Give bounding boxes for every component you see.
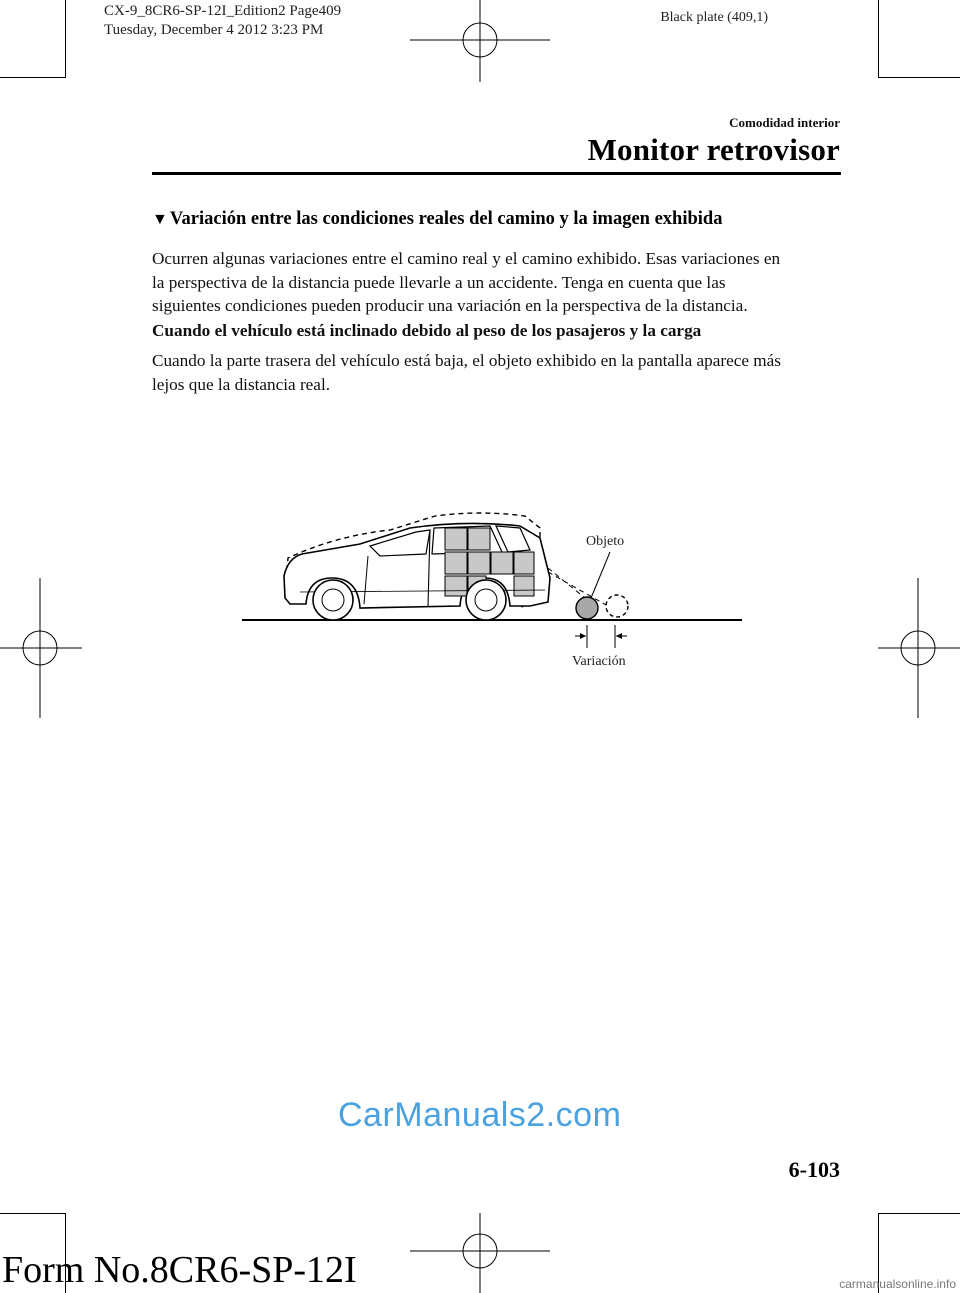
registration-mark-left [0,578,82,718]
print-info-file: CX-9_8CR6-SP-12I_Edition2 Page409 [104,3,342,19]
crop-mark [0,1213,66,1214]
vehicle-illustration [240,498,750,683]
object-displayed [606,595,628,617]
variation-label: Variación [572,654,626,669]
subheading-text: Variación entre las condiciones reales del camino y la imagen exhibida [169,209,723,229]
title-rule [152,172,841,175]
front-wheel [313,580,353,620]
condition-heading: Cuando el vehículo está inclinado debido al peso de los pasajeros y la carga [152,321,702,340]
object-label: Objeto [586,534,625,549]
print-info-date: Tuesday, December 4 2012 3:23 PM [104,22,324,38]
paragraph-2 [152,349,842,396]
vehicle-diagram [240,498,750,678]
paragraph-line: la perspectiva de la distancia puede llevarle a un accidente. Tenga en cuenta que las [152,272,726,292]
registration-mark-top [410,0,550,82]
object-actual [576,597,598,619]
section-label: Comodidad interior [729,115,840,130]
crop-mark [878,0,879,78]
crop-mark [878,1213,960,1214]
watermark-logo: CarManuals2.com [338,1096,622,1134]
triangle-bullet-icon: ▼ [152,211,168,228]
registration-mark-bottom [410,1213,550,1293]
crop-mark [878,77,960,78]
site-watermark: carmanualsonline.info [839,1277,956,1291]
page-number: 6-103 [788,1157,840,1182]
crop-mark [65,0,66,78]
plate-label: Black plate (409,1) [660,10,768,25]
print-info [104,2,341,40]
paragraph-line: Cuando la parte trasera del vehículo está baja, el objeto exhibido en la pantalla aparece más [152,351,781,370]
crop-mark [0,77,66,78]
page-title: Monitor retrovisor [587,132,840,167]
rear-wheel [466,580,506,620]
paragraph-line: lejos que la distancia real. [152,374,331,394]
form-number: Form No.8CR6-SP-12I [2,1249,357,1291]
paragraph-line: siguientes condiciones pueden producir una variación en la perspectiva de la distancia. [152,296,748,315]
paragraph-line: Ocurren algunas variaciones entre el camino real y el camino exhibido. Esas variaciones en [152,249,781,268]
registration-mark-right [878,578,960,718]
subheading [152,209,722,230]
paragraph-1 [152,247,842,318]
object-leader-line [591,552,610,598]
